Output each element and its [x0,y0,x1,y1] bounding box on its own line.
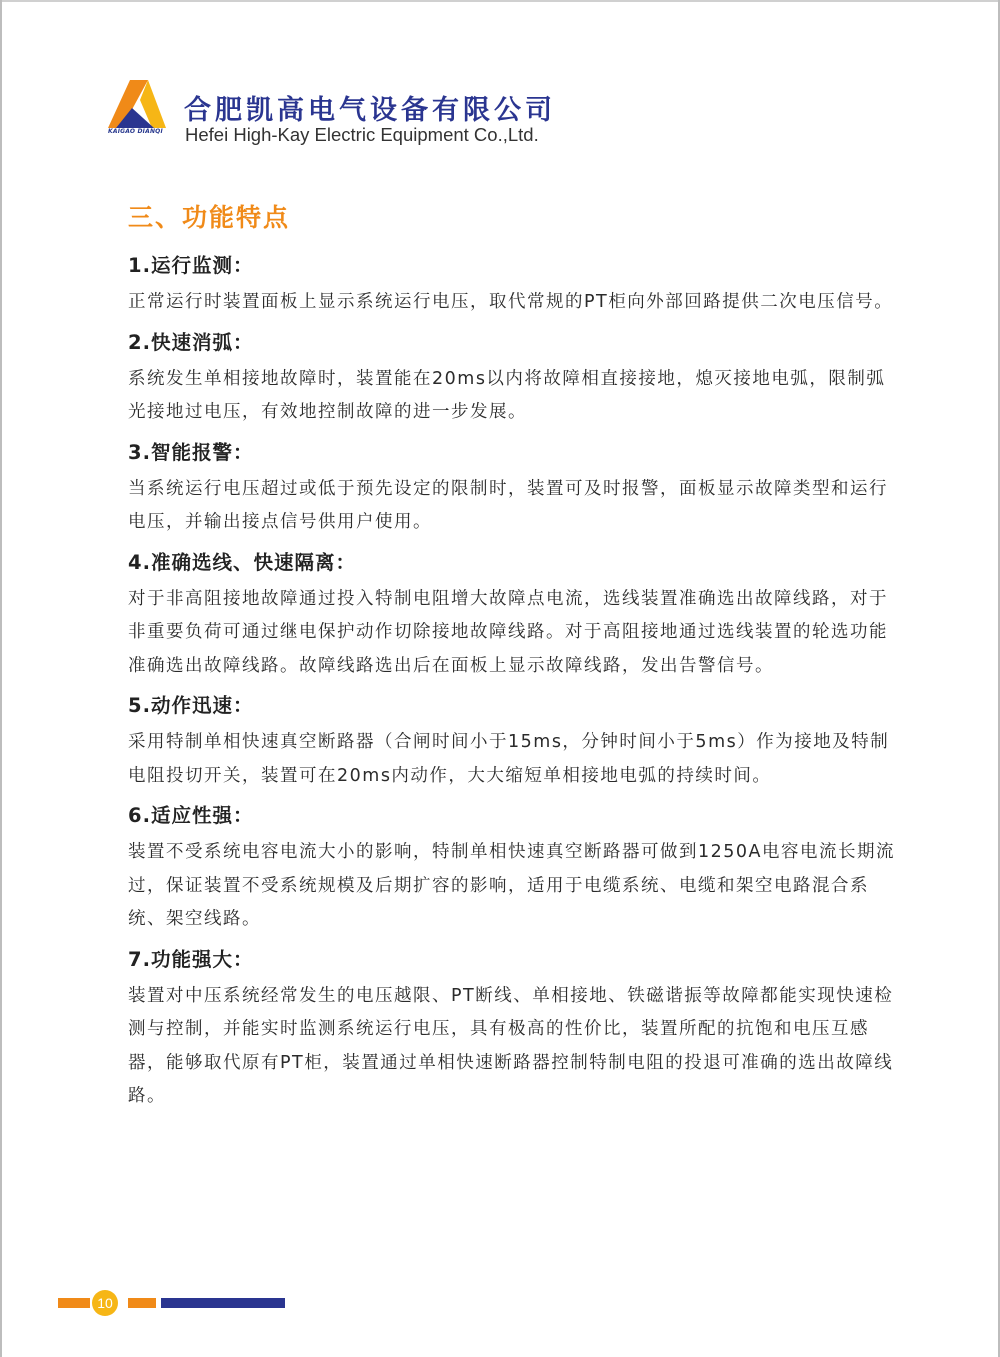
feature-heading: 7.功能强大： [128,947,254,971]
feature-heading: 1.运行监测： [128,254,254,277]
company-name-chinese: 合肥凯高电气设备有限公司 [184,95,556,126]
feature-heading: 3.智能报警： [128,440,254,464]
footer-accent-bar-middle [128,1298,156,1308]
page-number: 10 [92,1290,118,1316]
feature-description: 装置不受系统电容电流大小的影响，特制单相快速真空断路器可做到1250A电容电流长期流过，保证装置不受系统规模及后期扩容的影响，适用于电缆系统、电缆和架空电路混合系统、架空线路。 [128,842,896,929]
feature-item [128,323,898,430]
feature-description: 装置对中压系统经常发生的电压越限、PT断线、单相接地、铁磁谐振等故障都能实现快速检测与控制，并能实时监测系统运行电压，具有极高的性价比，装置所配的抗饱和电压互感器，能够取代原有PT柜，装置通过单相快速断路器控制特制电阻的投退可准确的选出故障线路。 [128,985,894,1106]
feature-heading: 2.快速消弧： [128,330,254,354]
logo-wordmark: KAIGAO DIANQI [108,128,163,135]
feature-item [128,246,898,320]
feature-item [128,543,898,684]
feature-description: 对于非高阻接地故障通过投入特制电阻增大故障点电流，选线装置准确选出故障线路，对于非重要负荷可通过继电保护动作切除接地故障线路。对于高阻接地通过选线装置的轮选功能准确选出故障线路。故障线路选出后在面板上显示故障线路，发出告警信号。 [128,588,888,676]
feature-heading: 4.准确选线、快速隔离： [128,550,356,574]
feature-item [128,686,898,793]
company-name-english: Hefei High-Kay Electric Equipment Co.,Ltd. [185,124,539,145]
feature-item [128,433,898,540]
feature-item [128,796,898,937]
feature-description: 采用特制单相快速真空断路器（合闸时间小于15ms，分钟时间小于5ms）作为接地及特制电阻投切开关，装置可在20ms内动作，大大缩短单相接地电弧的持续时间。 [128,732,890,786]
feature-item [128,940,898,1114]
footer-accent-bar-left [58,1298,90,1308]
section-title: 三、功能特点 [128,203,291,232]
feature-description: 正常运行时装置面板上显示系统运行电压，取代常规的PT柜向外部回路提供二次电压信号。 [128,292,894,312]
feature-list [128,246,898,1117]
feature-heading: 5.动作迅速： [128,694,254,717]
page-footer [58,1288,298,1318]
page-header [108,74,708,154]
feature-description: 系统发生单相接地故障时，装置能在20ms以内将故障相直接接地，熄灭接地电弧，限制弧光接地过电压，有效地控制故障的进一步发展。 [128,368,886,422]
feature-description: 当系统运行电压超过或低于预先设定的限制时，装置可及时报警，面板显示故障类型和运行电压，并输出接点信号供用户使用。 [128,478,888,532]
page-border-top [0,0,1000,2]
page-border-left [0,0,2,1357]
feature-heading: 6.适应性强： [128,804,254,827]
footer-accent-bar-blue [161,1298,285,1308]
